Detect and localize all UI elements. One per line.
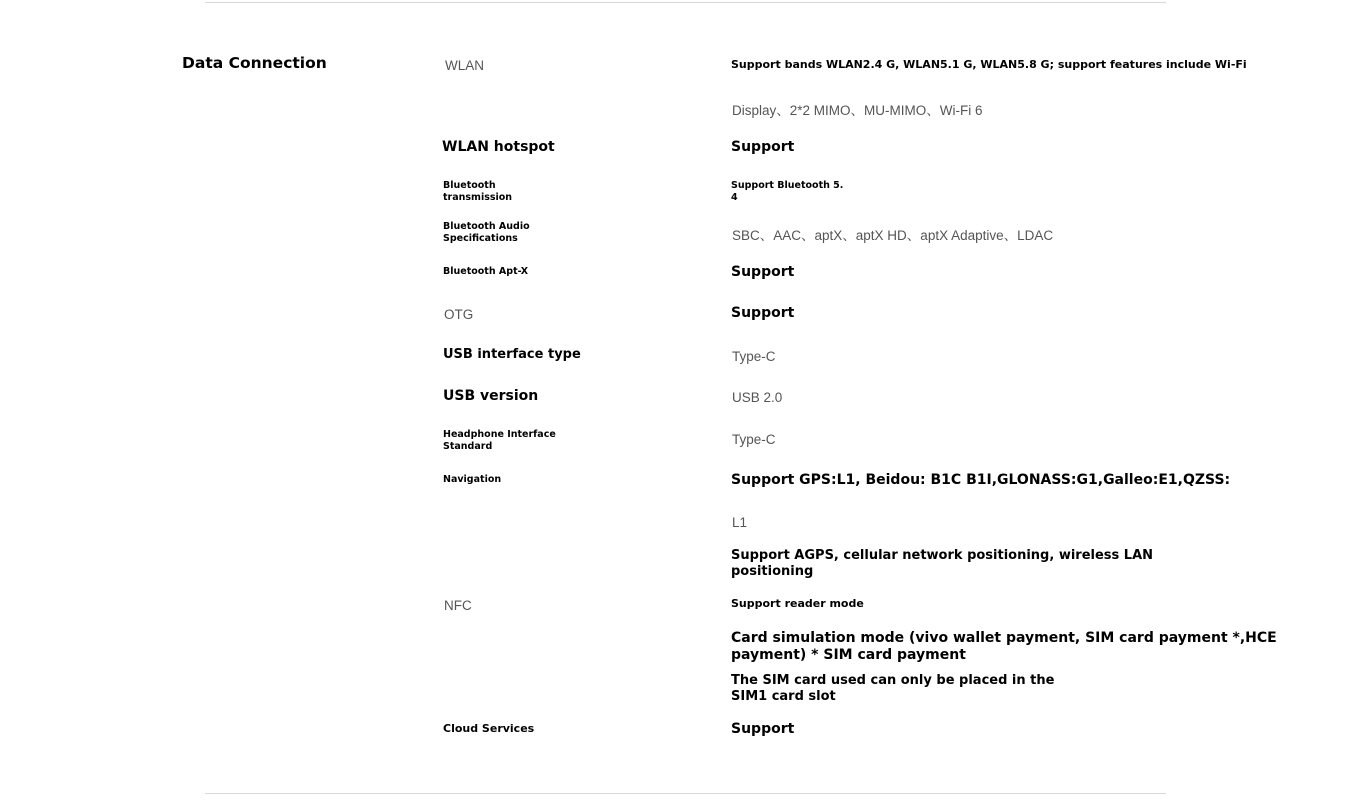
bluetooth-transmission-value-line1: Support Bluetooth 5. [731,180,844,191]
headphone-interface-label-line1: Headphone Interface [443,429,556,440]
navigation-label: Navigation [443,474,502,485]
otg-label: OTG [444,307,474,322]
navigation-value-line4: positioning [731,564,814,579]
headphone-interface-value: Type-C [732,432,776,447]
bluetooth-aptx-label: Bluetooth Apt-X [443,266,529,277]
cloud-services-label: Cloud Services [443,722,535,735]
wlan-hotspot-value: Support [731,139,795,155]
wlan-label: WLAN [445,58,485,73]
nfc-value-line1: Support reader mode [731,597,864,610]
bluetooth-audio-value: SBC、AAC、aptX、aptX HD、aptX Adaptive、LDAC [732,228,1054,243]
usb-interface-type-label: USB interface type [443,347,581,362]
wlan-value-line1: Support bands WLAN2.4 G, WLAN5.1 G, WLAN5.8 G; support features include Wi-Fi [731,58,1247,71]
bluetooth-audio-label-line1: Bluetooth Audio [443,221,530,232]
headphone-interface-label-line2: Standard [443,441,493,452]
section-title: Data Connection [182,54,327,72]
nfc-value-line4: The SIM card used can only be placed in the [731,673,1055,688]
nfc-value-line2: Card simulation mode (vivo wallet payment, SIM card payment *,HCE [731,630,1277,646]
bottom-divider [205,793,1166,794]
nfc-value-line3: payment) * SIM card payment [731,647,966,663]
nfc-value-line5: SIM1 card slot [731,689,836,704]
wlan-value-line2: Display、2*2 MIMO、MU-MIMO、Wi-Fi 6 [732,103,983,118]
usb-version-label: USB version [443,388,539,404]
usb-interface-type-value: Type-C [732,349,776,364]
cloud-services-value: Support [731,721,795,737]
bluetooth-audio-label-line2: Specifications [443,233,518,244]
wlan-hotspot-label: WLAN hotspot [442,139,555,155]
bluetooth-aptx-value: Support [731,264,795,280]
navigation-value-line2: L1 [732,515,748,530]
bluetooth-transmission-label-line2: transmission [443,192,513,203]
otg-value: Support [731,305,795,321]
nfc-label: NFC [444,598,472,613]
usb-version-value: USB 2.0 [732,390,783,405]
top-divider [205,2,1166,3]
bluetooth-transmission-value-line2: 4 [731,192,738,203]
navigation-value-line1: Support GPS:L1, Beidou: B1C B1I,GLONASS:G1,Galleo:E1,QZSS: [731,472,1231,488]
bluetooth-transmission-label-line1: Bluetooth [443,180,496,191]
navigation-value-line3: Support AGPS, cellular network positioning, wireless LAN [731,548,1154,563]
